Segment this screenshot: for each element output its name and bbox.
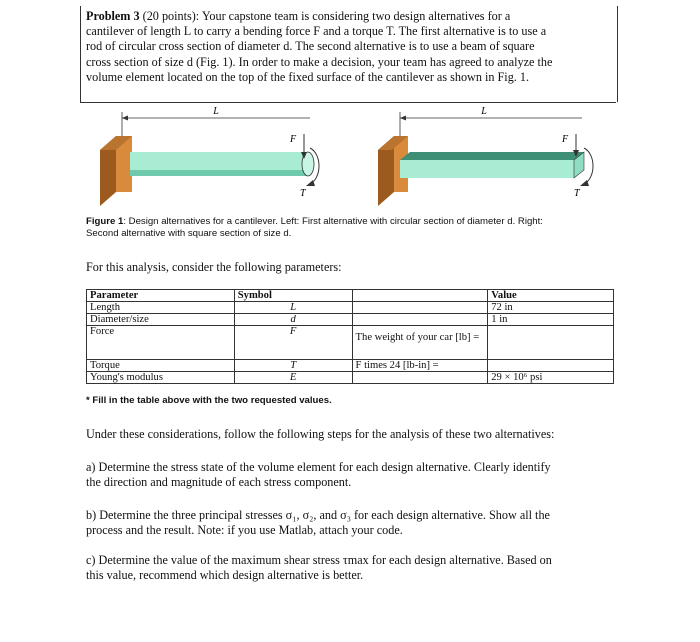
- parameters-table: [86, 289, 614, 384]
- table-row: [87, 372, 614, 384]
- step-c-line-2: this value, recommend which design alternative is better.: [86, 568, 364, 583]
- length-label-left: L: [213, 106, 219, 117]
- square-cantilever: [378, 106, 593, 206]
- step-b: [86, 508, 616, 538]
- header-value: Value: [488, 290, 614, 302]
- step-b-line-2: process and the result. Note: if you use Matlab, attach your code.: [86, 523, 403, 538]
- force-note: The weight of your car [lb] =: [355, 332, 480, 343]
- step-a: [86, 460, 616, 490]
- header-parameter: Parameter: [87, 290, 235, 302]
- table-row: [87, 360, 614, 372]
- problem-line-3: rod of circular cross section of diameter d. The second alternative is to use a beam of square: [86, 39, 535, 54]
- problem-points: (20 points):: [142, 9, 200, 23]
- length-label-right: L: [481, 106, 487, 117]
- table-header-row: [87, 290, 614, 302]
- square-beam: [400, 160, 574, 178]
- problem-line-2: cantilever of length L to carry a bending force F and a torque T. The first alternative is to use a: [86, 24, 547, 39]
- cell-symbol: F: [234, 326, 352, 360]
- torque-arc-right: [584, 148, 593, 184]
- step-c: [86, 553, 616, 583]
- steps-intro: Under these considerations, follow the following steps for the analysis of these two alternatives:: [86, 427, 555, 441]
- cell-note: [352, 326, 488, 360]
- cell-symbol: T: [234, 360, 352, 372]
- cell-symbol: L: [234, 302, 352, 314]
- cell-symbol: d: [234, 314, 352, 326]
- cell-value: 72 in: [488, 302, 614, 314]
- circular-cantilever: [100, 106, 319, 206]
- parameters-intro: For this analysis, consider the following parameters:: [86, 260, 342, 274]
- header-note: [352, 290, 488, 302]
- cell-param: Torque: [87, 360, 235, 372]
- cell-note: [352, 314, 488, 326]
- force-label-right: F: [562, 134, 569, 145]
- cell-param: Diameter/size: [87, 314, 235, 326]
- problem-heading: Problem 3: [86, 9, 140, 23]
- problem-line-1: Your capstone team is considering two design alternatives for a: [201, 9, 511, 23]
- cell-param: Young's modulus: [87, 372, 235, 384]
- cell-value-force[interactable]: [488, 326, 614, 360]
- step-b-line-1: b) Determine the three principal stresses σ₁, σ₂, and σ₃ for each design alternative. Show all the: [86, 508, 550, 522]
- problem-statement: [86, 9, 612, 85]
- problem-frame-bottom: [80, 102, 616, 103]
- cell-param: Force: [87, 326, 235, 360]
- cell-symbol: E: [234, 372, 352, 384]
- cell-note: [352, 360, 488, 372]
- cell-value: 29 × 10⁶ psi: [488, 372, 614, 384]
- torque-note: F times 24 [lb-in] =: [355, 360, 439, 371]
- table-footnote: * Fill in the table above with the two requested values.: [86, 395, 332, 406]
- cell-note: [352, 302, 488, 314]
- table-row: [87, 326, 614, 360]
- square-beam-top: [400, 152, 584, 160]
- header-symbol: Symbol: [234, 290, 352, 302]
- cell-value-torque[interactable]: [488, 360, 614, 372]
- torque-label-left: T: [300, 188, 306, 199]
- force-label-left: F: [290, 134, 297, 145]
- figure-caption: [86, 216, 616, 240]
- table-row: [87, 314, 614, 326]
- figure-caption-line-2: Second alternative with square section of size d.: [86, 228, 292, 239]
- figure-caption-line-1: : Design alternatives for a cantilever. Left: First alternative with circular section of diameter d. Right:: [123, 216, 543, 227]
- cell-value: 1 in: [488, 314, 614, 326]
- cell-note: [352, 372, 488, 384]
- table-row: [87, 302, 614, 314]
- step-a-line-1: a) Determine the stress state of the volume element for each design alternative. Clearly identify: [86, 460, 551, 474]
- figure-cantilevers: [84, 104, 624, 214]
- cell-param: Length: [87, 302, 235, 314]
- problem-line-4: cross section of size d (Fig. 1). In order to make a decision, your team has agreed to analyze the: [86, 54, 553, 69]
- figure-caption-label: Figure 1: [86, 216, 124, 227]
- step-a-line-2: the direction and magnitude of each stress component.: [86, 475, 352, 490]
- step-c-line-1: c) Determine the value of the maximum shear stress τmax for each design alternative. Based on: [86, 553, 552, 567]
- torque-label-right: T: [574, 188, 580, 199]
- problem-line-5: volume element located on the top of the fixed surface of the cantilever as shown in Fig. 1.: [86, 69, 530, 84]
